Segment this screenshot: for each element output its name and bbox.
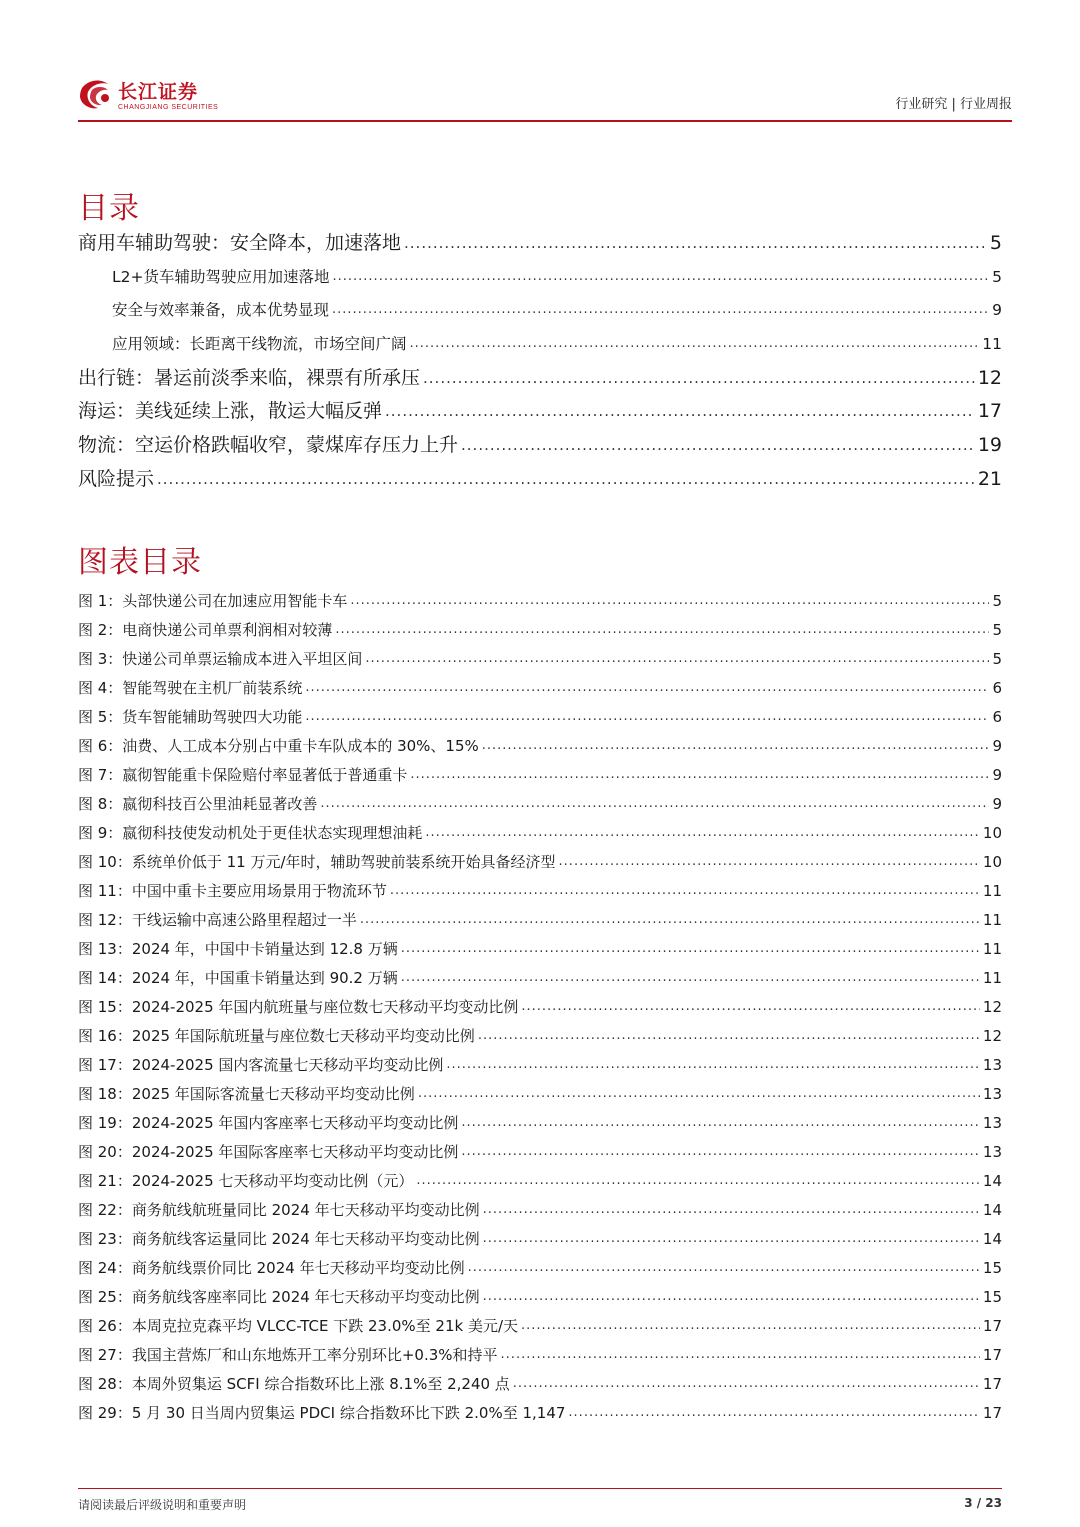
- leader-dots: [521, 995, 980, 1019]
- figure-entry-page: 15: [982, 1259, 1002, 1277]
- toc-entry-page: 12: [977, 367, 1002, 389]
- figure-entry-text: 图 27：我国主营炼厂和山东地炼开工率分别环比+0.3%和持平: [78, 1346, 498, 1364]
- leader-dots: [401, 937, 980, 961]
- leader-dots: [401, 966, 980, 990]
- figure-entry[interactable]: [78, 1053, 1002, 1077]
- figure-entry-text: 图 2：电商快递公司单票利润相对较薄: [78, 621, 333, 639]
- figure-entry-text: 图 3：快递公司单票运输成本进入平坦区间: [78, 650, 363, 668]
- toc-entry-text: 物流：空运价格跌幅收窄，蒙煤库存压力上升: [78, 434, 459, 456]
- figure-entry-text: 图 25：商务航线客座率同比 2024 年七天移动平均变动比例: [78, 1288, 480, 1306]
- figure-entry-page: 11: [982, 882, 1002, 900]
- figure-entry[interactable]: [78, 1140, 1002, 1164]
- figure-entry-text: 图 18：2025 年国际客流量七天移动平均变动比例: [78, 1085, 415, 1103]
- leader-dots: [468, 1256, 980, 1280]
- figure-entry-page: 13: [982, 1085, 1002, 1103]
- leader-dots: [418, 1082, 980, 1106]
- figure-entry[interactable]: [78, 1256, 1002, 1280]
- figure-entry-page: 12: [982, 998, 1002, 1016]
- leader-dots: [390, 879, 980, 903]
- toc-entry-page: 11: [982, 335, 1002, 353]
- figure-entry-page: 14: [982, 1230, 1002, 1248]
- leader-dots: [416, 1169, 980, 1193]
- toc-entry-text: 商用车辅助驾驶：安全降本，加速落地: [78, 232, 402, 254]
- figure-entry[interactable]: [78, 792, 1002, 816]
- figure-entry[interactable]: [78, 1372, 1002, 1396]
- figure-entry-page: 10: [982, 853, 1002, 871]
- toc-title: 目录: [78, 191, 140, 226]
- leader-dots: [483, 1285, 980, 1309]
- figure-entry[interactable]: [78, 937, 1002, 961]
- figure-entry-text: 图 29：5 月 30 日当周内贸集运 PDCI 综合指数环比下跌 2.0%至 1,147: [78, 1404, 566, 1422]
- figure-entry[interactable]: [78, 589, 1002, 613]
- company-logo: [78, 76, 218, 116]
- figure-entry-page: 11: [982, 911, 1002, 929]
- figure-entry[interactable]: [78, 1227, 1002, 1251]
- figure-entry-text: 图 15：2024-2025 年国内航班量与座位数七天移动平均变动比例: [78, 998, 519, 1016]
- leader-dots: [461, 430, 975, 460]
- toc-entry-text: 安全与效率兼备，成本优势显现: [112, 301, 330, 319]
- page-footer: [78, 1488, 1002, 1518]
- toc-entry[interactable]: [78, 430, 1002, 460]
- figure-entry[interactable]: [78, 1111, 1002, 1135]
- figure-entry-text: 图 12：干线运输中高速公路里程超过一半: [78, 911, 357, 929]
- toc-entry-page: 9: [992, 301, 1002, 319]
- toc-entry-text: 出行链：暑运前淡季来临，裸票有所承压: [78, 367, 421, 389]
- leader-dots: [410, 763, 989, 787]
- leader-dots: [521, 1314, 980, 1338]
- figure-entry-text: 图 16：2025 年国际航班量与座位数七天移动平均变动比例: [78, 1027, 475, 1045]
- leader-dots: [333, 264, 990, 290]
- leader-dots: [385, 396, 975, 426]
- figure-entry-page: 13: [982, 1143, 1002, 1161]
- leader-dots: [305, 705, 989, 729]
- figure-entry[interactable]: [78, 995, 1002, 1019]
- figure-entry-page: 11: [982, 969, 1002, 987]
- leader-dots: [478, 1024, 980, 1048]
- figure-entry-text: 图 26：本周克拉克森平均 VLCC-TCE 下跌 23.0%至 21k 美元/天: [78, 1317, 519, 1335]
- figure-entry-text: 图 24：商务航线票价同比 2024 年七天移动平均变动比例: [78, 1259, 465, 1277]
- figure-entry[interactable]: [78, 1343, 1002, 1367]
- figure-entry-text: 图 10：系统单价低于 11 万元/年时，辅助驾驶前装系统开始具备经济型: [78, 853, 556, 871]
- leader-dots: [365, 647, 989, 671]
- figure-entry-page: 15: [982, 1288, 1002, 1306]
- figure-entry[interactable]: [78, 763, 1002, 787]
- footer-disclaimer: 请阅读最后评级说明和重要声明: [78, 1498, 247, 1512]
- leader-dots: [335, 618, 989, 642]
- toc-entry-text: 风险提示: [78, 468, 155, 490]
- figure-entry-page: 14: [982, 1172, 1002, 1190]
- leader-dots: [404, 228, 987, 258]
- leader-dots: [482, 734, 990, 758]
- toc-entry-text: 海运：美线延续上涨，散运大幅反弹: [78, 400, 383, 422]
- figure-entry[interactable]: [78, 1082, 1002, 1106]
- logo-english-name: CHANGJIANG SECURITIES: [118, 103, 219, 111]
- figure-entry-text: 图 22：商务航线航班量同比 2024 年七天移动平均变动比例: [78, 1201, 480, 1219]
- figure-entry-page: 11: [982, 940, 1002, 958]
- figure-entry-text: 图 28：本周外贸集运 SCFI 综合指数环比上涨 8.1%至 2,240 点: [78, 1375, 510, 1393]
- leader-dots: [320, 792, 989, 816]
- figures-title: 图表目录: [78, 545, 202, 580]
- figure-entry-text: 图 5：货车智能辅助驾驶四大功能: [78, 708, 303, 726]
- figure-entry-page: 17: [982, 1346, 1002, 1364]
- figure-entry-page: 6: [992, 708, 1002, 726]
- leader-dots: [410, 331, 980, 357]
- toc-entry[interactable]: [78, 228, 1002, 258]
- leader-dots: [483, 1227, 980, 1251]
- figure-entry-page: 13: [982, 1056, 1002, 1074]
- leader-dots: [568, 1401, 979, 1425]
- toc-subentry[interactable]: [112, 297, 1002, 323]
- figure-entry-page: 17: [982, 1375, 1002, 1393]
- leader-dots: [423, 363, 975, 393]
- figure-entry-text: 图 4：智能驾驶在主机厂前装系统: [78, 679, 303, 697]
- figure-entry-text: 图 14：2024 年，中国重卡销量达到 90.2 万辆: [78, 969, 398, 987]
- page-header: [78, 72, 1012, 122]
- figure-entry-text: 图 6：油费、人工成本分别占中重卡车队成本的 30%、15%: [78, 737, 479, 755]
- figure-entry[interactable]: [78, 908, 1002, 932]
- logo-emblem-icon: [78, 78, 112, 114]
- leader-dots: [559, 850, 980, 874]
- toc-entry[interactable]: [78, 464, 1002, 494]
- figure-entry[interactable]: [78, 850, 1002, 874]
- figure-entry-text: 图 20：2024-2025 年国际客座率七天移动平均变动比例: [78, 1143, 459, 1161]
- figure-entry[interactable]: [78, 821, 1002, 845]
- leader-dots: [461, 1140, 980, 1164]
- leader-dots: [360, 908, 980, 932]
- figure-entry-page: 17: [982, 1317, 1002, 1335]
- figure-entry-text: 图 8：嬴彻科技百公里油耗显著改善: [78, 795, 318, 813]
- figure-entry-page: 9: [992, 766, 1002, 784]
- toc-entry-text: 应用领域：长距离干线物流，市场空间广阔: [112, 335, 407, 353]
- leader-dots: [461, 1111, 980, 1135]
- toc-subentry[interactable]: [112, 264, 1002, 290]
- toc-entry-page: 5: [992, 268, 1002, 286]
- toc-entry[interactable]: [78, 363, 1002, 393]
- figure-entry-text: 图 21：2024-2025 七天移动平均变动比例（元）: [78, 1172, 414, 1190]
- figure-entry-text: 图 7：嬴彻智能重卡保险赔付率显著低于普通重卡: [78, 766, 408, 784]
- figure-entry[interactable]: [78, 1169, 1002, 1193]
- report-category: 行业研究 | 行业周报: [895, 97, 1012, 112]
- figure-entry-page: 5: [992, 650, 1002, 668]
- leader-dots: [483, 1198, 980, 1222]
- figure-entry-page: 5: [992, 592, 1002, 610]
- figure-entry[interactable]: [78, 879, 1002, 903]
- leader-dots: [446, 1053, 980, 1077]
- figure-entry[interactable]: [78, 1401, 1002, 1425]
- toc-entry-page: 21: [977, 468, 1002, 490]
- figure-entry[interactable]: [78, 676, 1002, 700]
- figure-entry-page: 6: [992, 679, 1002, 697]
- figure-entry-text: 图 19：2024-2025 年国内客座率七天移动平均变动比例: [78, 1114, 459, 1132]
- figure-entry[interactable]: [78, 705, 1002, 729]
- figure-entry-text: 图 17：2024-2025 国内客流量七天移动平均变动比例: [78, 1056, 444, 1074]
- leader-dots: [425, 821, 980, 845]
- figure-entry[interactable]: [78, 618, 1002, 642]
- figure-entry-page: 5: [992, 621, 1002, 639]
- leader-dots: [513, 1372, 980, 1396]
- figure-entry-page: 9: [992, 795, 1002, 813]
- figure-entry[interactable]: [78, 1285, 1002, 1309]
- figure-entry-page: 13: [982, 1114, 1002, 1132]
- leader-dots: [332, 297, 989, 323]
- figure-entry-text: 图 1：头部快递公司在加速应用智能卡车: [78, 592, 348, 610]
- toc-entry[interactable]: [78, 396, 1002, 426]
- figure-entry-text: 图 11：中国中重卡主要应用场景用于物流环节: [78, 882, 387, 900]
- leader-dots: [157, 464, 975, 494]
- figure-entry[interactable]: [78, 1314, 1002, 1338]
- page-number: 3 / 23: [964, 1496, 1002, 1510]
- figure-entry[interactable]: [78, 966, 1002, 990]
- figure-entry[interactable]: [78, 734, 1002, 758]
- figure-entry[interactable]: [78, 647, 1002, 671]
- figure-entry-text: 图 13：2024 年，中国中卡销量达到 12.8 万辆: [78, 940, 398, 958]
- figure-entry-text: 图 9：嬴彻科技使发动机处于更佳状态实现理想油耗: [78, 824, 423, 842]
- toc-entry-page: 17: [977, 400, 1002, 422]
- toc-entry-page: 5: [989, 232, 1002, 254]
- toc-entry-text: L2+货车辅助驾驶应用加速落地: [112, 268, 330, 286]
- figure-entry-page: 10: [982, 824, 1002, 842]
- figure-entry[interactable]: [78, 1198, 1002, 1222]
- figure-entry-page: 14: [982, 1201, 1002, 1219]
- figure-entry-text: 图 23：商务航线客运量同比 2024 年七天移动平均变动比例: [78, 1230, 480, 1248]
- toc-subentry[interactable]: [112, 331, 1002, 357]
- figure-entry-page: 12: [982, 1027, 1002, 1045]
- leader-dots: [350, 589, 989, 613]
- figure-entry[interactable]: [78, 1024, 1002, 1048]
- logo-chinese-name: 长江证券: [118, 80, 199, 103]
- leader-dots: [305, 676, 989, 700]
- toc-entry-page: 19: [977, 434, 1002, 456]
- figure-entry-page: 9: [992, 737, 1002, 755]
- leader-dots: [501, 1343, 980, 1367]
- figure-entry-page: 17: [982, 1404, 1002, 1422]
